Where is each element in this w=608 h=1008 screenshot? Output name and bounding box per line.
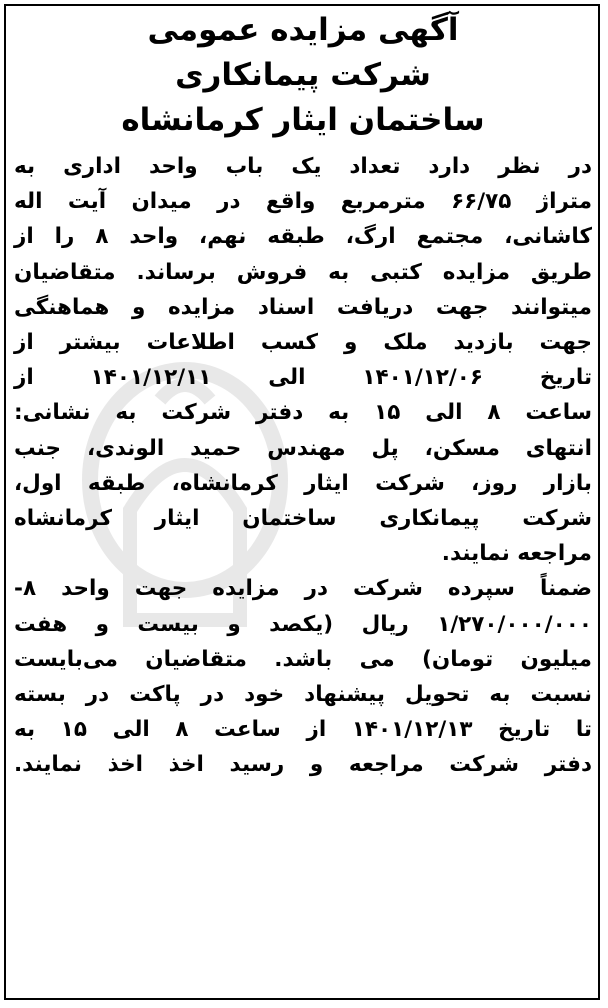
body-line: نسبت به تحویل پیشنهاد خود در پاکت در بسته xyxy=(14,682,592,708)
body-line: متراژ ۶۶/۷۵ مترمربع واقع در میدان آیت اله xyxy=(14,189,593,215)
body-line: میتوانند جهت دریافت اسناد مزایده و هماهنگی xyxy=(14,294,592,320)
body-line: ساعت ۸ الی ۱۵ به دفتر شرکت به نشانی: xyxy=(14,400,593,426)
body-line: انتهای مسکن، پل مهندس حمید الوندی، جنب xyxy=(14,435,592,461)
title-line-2: شرکت پیمانکاری xyxy=(175,57,431,93)
body-line: ضمناً سپرده شرکت در مزایده جهت واحد ۸- xyxy=(14,576,592,602)
body-line: تاریخ ۱۴۰۱/۱۲/۰۶ الی ۱۴۰۱/۱۲/۱۱ از xyxy=(14,365,593,391)
body-line: در نظر دارد تعداد یک باب واحد اداری به xyxy=(14,154,592,179)
paragraph-auction-details xyxy=(14,149,592,571)
body-line: تا تاریخ ۱۴۰۱/۱۲/۱۳ از ساعت ۸ الی ۱۵ به xyxy=(14,717,592,743)
title-line-1: آگهی مزایده عمومی xyxy=(147,12,459,48)
body-line: جهت بازدید ملک و کسب اطلاعات بیشتر از xyxy=(14,330,592,356)
title-line-3: ساختمان ایثار کرمانشاه xyxy=(121,102,485,138)
body-line: مراجعه نمایند. xyxy=(441,541,592,567)
paragraph-deposit-details xyxy=(14,571,592,782)
title-block xyxy=(14,8,592,143)
body-line: بازار روز، شرکت ایثار کرمانشاه، طبقه اول، xyxy=(14,470,592,496)
body-line: طریق مزایده کتبی به فروش برساند. متقاضیان xyxy=(14,259,592,285)
document-body xyxy=(14,8,592,783)
body-line: میلیون تومان) می باشد. متقاضیان می‌بایست xyxy=(14,646,592,672)
body-line: ۱/۲۷۰/۰۰۰/۰۰۰ ریال (یکصد و بیست و هفت xyxy=(14,611,592,637)
body-line: شرکت پیمانکاری ساختمان ایثار کرمانشاه xyxy=(14,506,592,532)
body-line: کاشانی، مجتمع ارگ، طبقه نهم، واحد ۸ را از xyxy=(14,224,592,250)
body-line: دفتر شرکت مراجعه و رسید اخذ اخذ نمایند. xyxy=(14,752,592,778)
